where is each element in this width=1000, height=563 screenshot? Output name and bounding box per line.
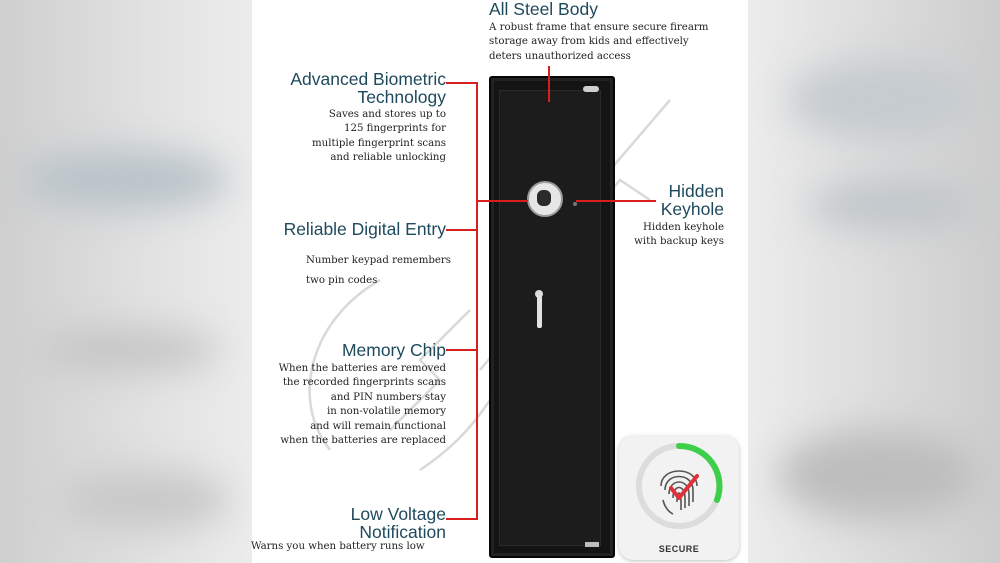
feature-desc-low-voltage xyxy=(251,540,425,554)
leader-line-biometric xyxy=(446,82,476,84)
feature-title-low-voltage xyxy=(351,505,446,541)
gun-safe-image xyxy=(489,76,615,558)
desc-line: deters unauthorized access xyxy=(489,50,631,62)
feature-desc-hidden-keyhole xyxy=(634,221,724,250)
keyhole-icon xyxy=(573,202,577,206)
feature-desc-steel-body xyxy=(489,21,708,64)
leader-line-biometric-v xyxy=(476,82,478,202)
title-line: Low Voltage xyxy=(350,504,446,524)
leader-line-steel xyxy=(548,66,550,102)
blurred-background-right xyxy=(748,0,1000,563)
safe-door xyxy=(499,90,601,546)
feature-title-hidden-keyhole xyxy=(661,182,724,218)
fingerprint-scanner xyxy=(527,181,563,217)
desc-line: and PIN numbers stay xyxy=(330,391,446,403)
desc-line: and will remain functional xyxy=(310,420,446,432)
title-line: Notification xyxy=(359,522,446,542)
blurred-background-left xyxy=(0,0,252,563)
blur-shape xyxy=(788,60,978,140)
desc-line: and reliable unlocking xyxy=(330,152,446,164)
model-label xyxy=(585,542,599,547)
blur-shape xyxy=(808,180,978,230)
desc-line: multiple fingerprint scans xyxy=(312,137,446,149)
title-line: Advanced Biometric xyxy=(290,69,446,89)
blur-shape xyxy=(40,330,220,370)
blur-shape xyxy=(60,470,230,530)
brand-badge xyxy=(583,86,599,92)
secure-label: SECURE xyxy=(658,544,700,554)
blur-shape xyxy=(20,150,230,210)
desc-line: 125 fingerprints for xyxy=(343,123,446,135)
desc-line: with backup keys xyxy=(634,236,724,248)
leader-line-memory xyxy=(446,349,476,351)
desc-line: Warns you when battery runs low xyxy=(251,541,425,552)
desc-line: in non-volatile memory xyxy=(327,406,446,418)
title-line: Technology xyxy=(357,87,446,107)
feature-desc-biometric xyxy=(312,108,446,166)
leader-line-digital xyxy=(446,229,476,231)
leader-line-fingerprint xyxy=(476,200,528,202)
handle-lever xyxy=(537,296,542,328)
feature-desc-digital-entry xyxy=(306,251,451,291)
feature-title-biometric xyxy=(290,70,446,106)
fingerprint-check-icon xyxy=(619,436,739,546)
desc-line: when the batteries are replaced xyxy=(280,435,446,447)
leader-line-lower-v xyxy=(476,200,478,520)
feature-title-memory-chip: Memory Chip xyxy=(341,340,446,360)
feature-title-digital-entry: Reliable Digital Entry xyxy=(283,219,446,239)
safe-handle xyxy=(533,290,545,330)
desc-line: Hidden keyhole xyxy=(643,222,724,233)
feature-title-steel-body: All Steel Body xyxy=(489,0,598,19)
desc-line: When the batteries are removed xyxy=(278,363,446,374)
secure-badge xyxy=(619,436,739,560)
title-line: Keyhole xyxy=(660,199,724,219)
desc-line: Number keypad remembers xyxy=(306,255,452,266)
leader-line-voltage xyxy=(446,518,478,520)
desc-line: A robust frame that ensure secure firearm xyxy=(489,22,709,33)
desc-line: two pin codes xyxy=(306,275,378,286)
desc-line: the recorded fingerprints scans xyxy=(282,377,446,389)
desc-line: Saves and stores up to xyxy=(328,109,446,120)
title-line: Hidden xyxy=(668,181,724,201)
fingerprint-sensor-icon xyxy=(537,190,551,206)
desc-line: storage away from kids and effectively xyxy=(489,36,689,48)
blur-shape xyxy=(778,430,978,520)
leader-line-keyhole xyxy=(576,200,656,202)
feature-desc-memory-chip xyxy=(279,362,446,448)
